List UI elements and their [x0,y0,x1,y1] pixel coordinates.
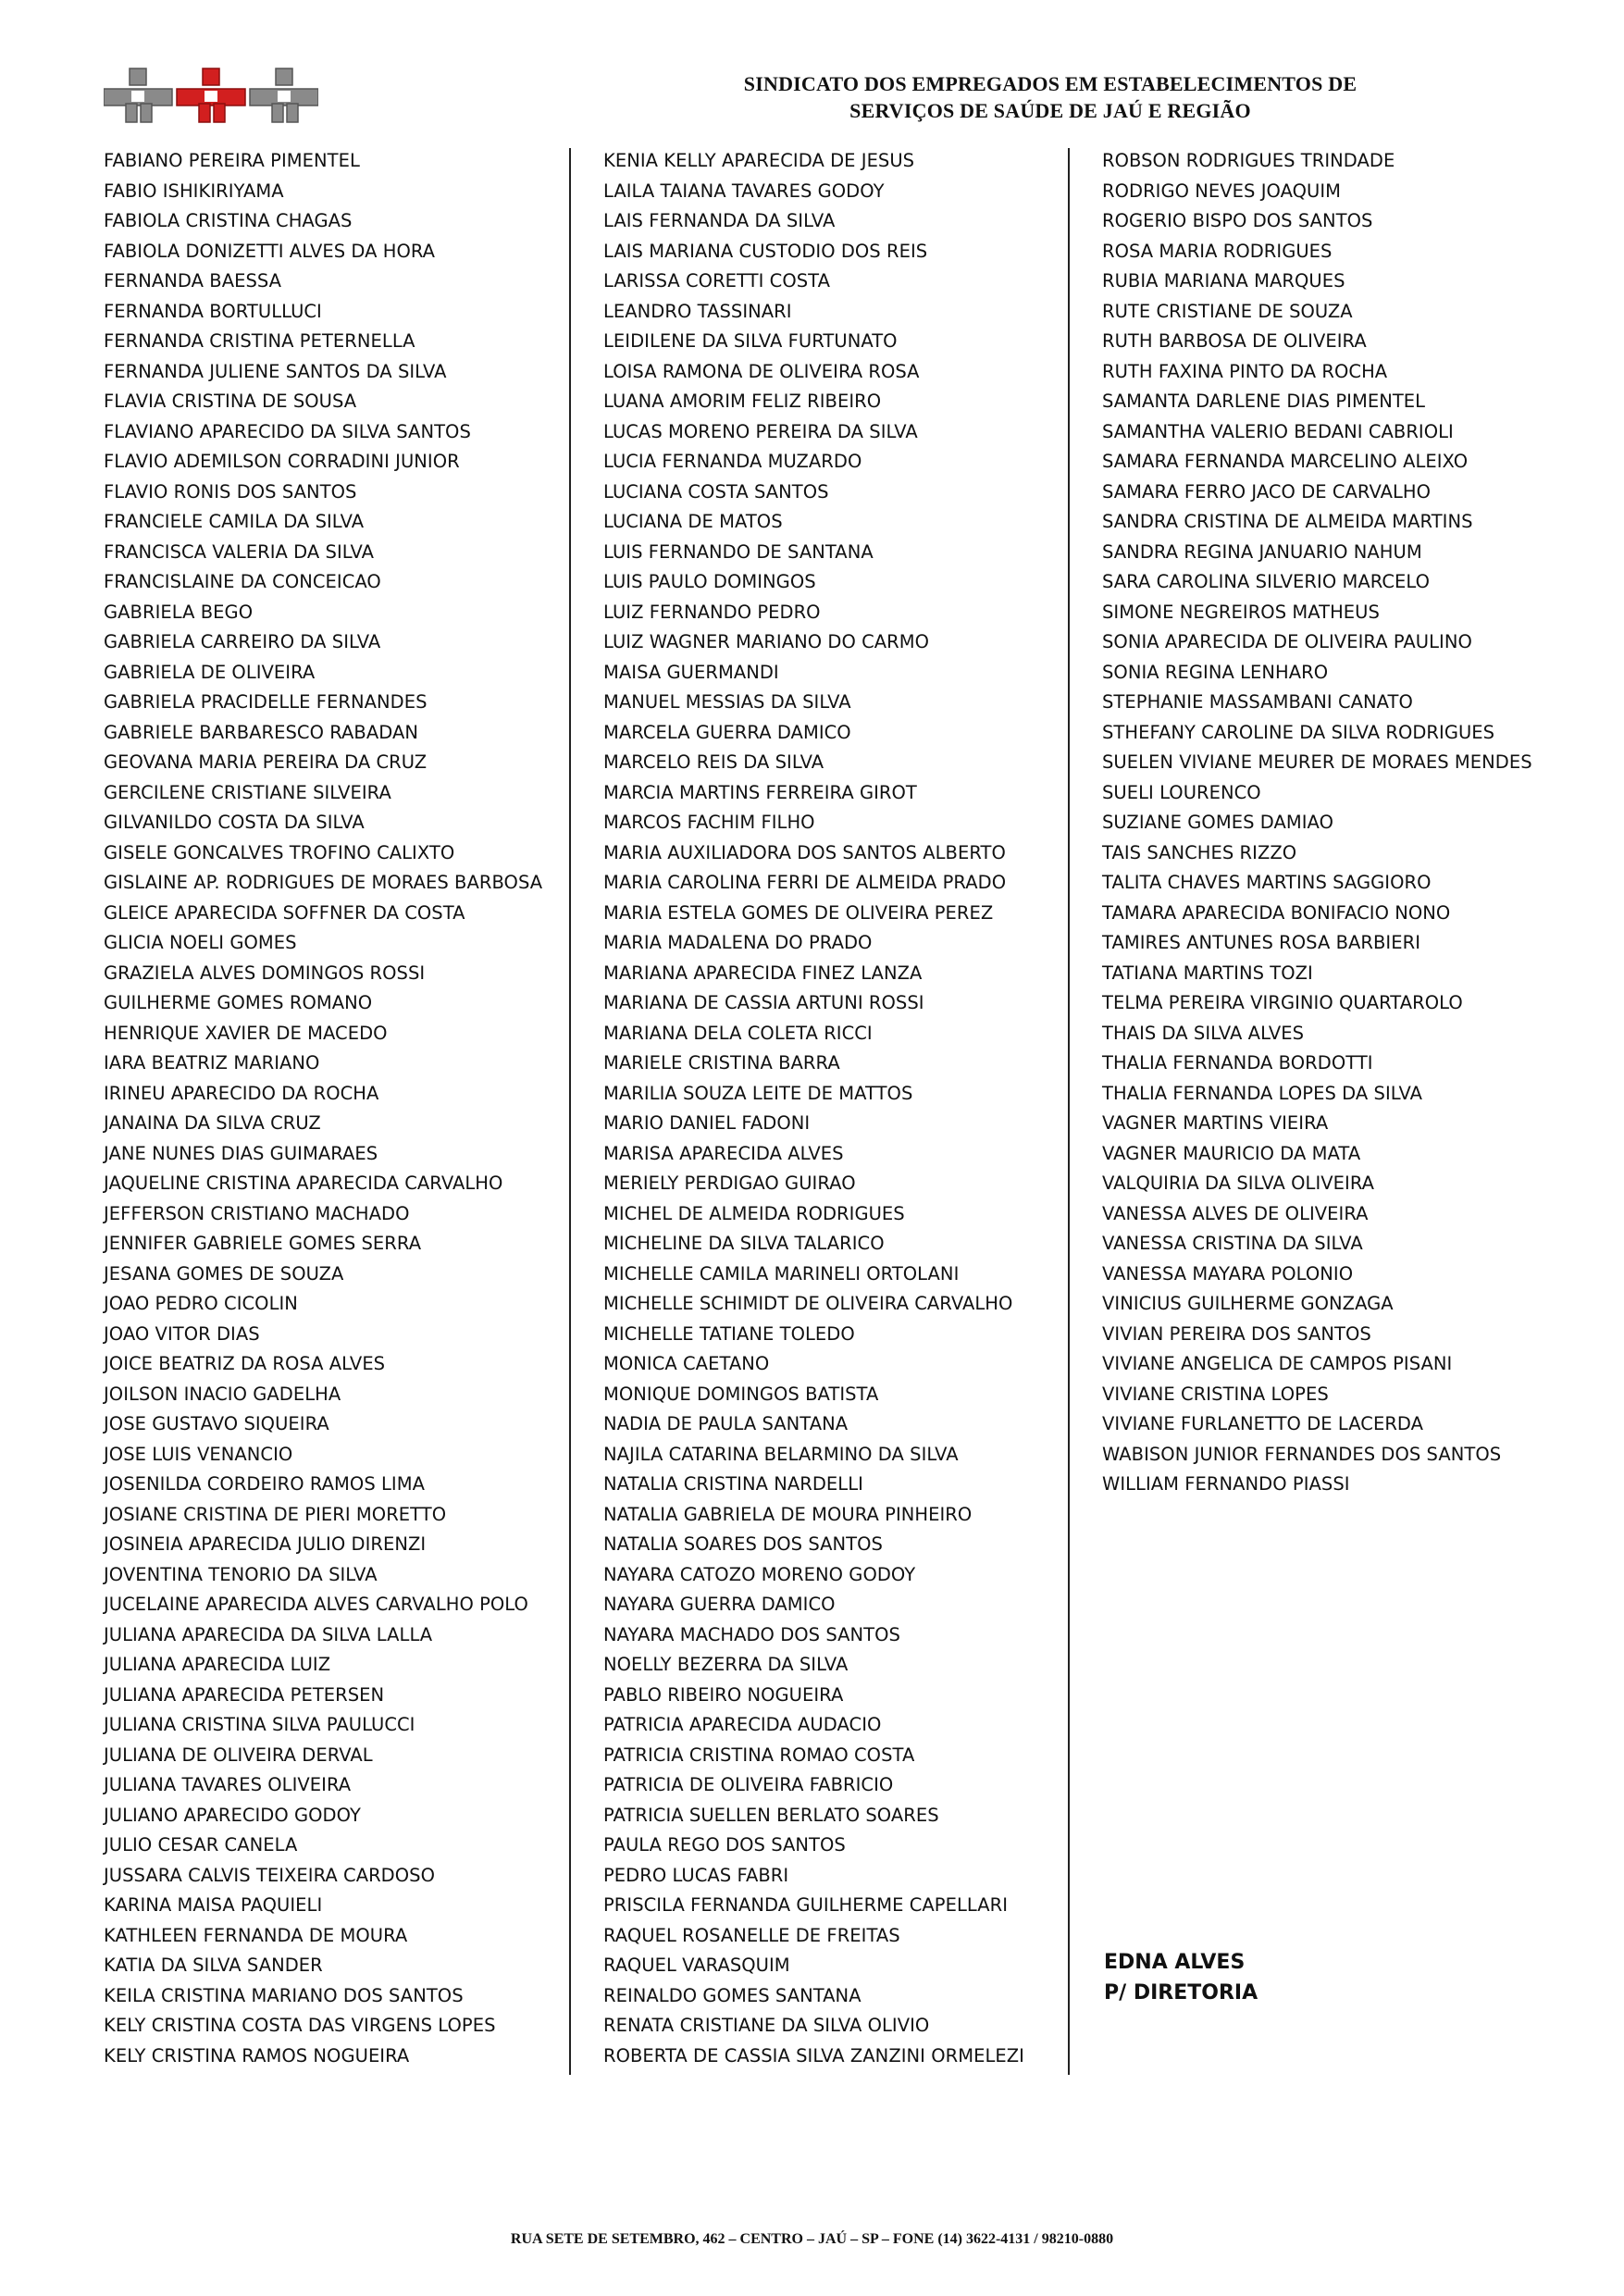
list-item: MAISA GUERMANDI [603,661,779,683]
list-item: GEOVANA MARIA PEREIRA DA CRUZ [104,751,428,773]
list-item: JULIO CESAR CANELA [104,1834,298,1855]
list-item: LOISA RAMONA DE OLIVEIRA ROSA [603,360,920,382]
list-item: LAIS FERNANDA DA SILVA [603,210,836,231]
list-item: JULIANA APARECIDA PETERSEN [104,1683,385,1706]
list-item: PATRICIA CRISTINA ROMAO COSTA [603,1744,915,1766]
list-item: GISLAINE AP. RODRIGUES DE MORAES BARBOSA [104,872,543,893]
list-item: MARIA MADALENA DO PRADO [603,932,873,953]
list-item: THALIA FERNANDA BORDOTTI [1102,1052,1373,1074]
list-item: VINICIUS GUILHERME GONZAGA [1102,1293,1394,1314]
list-item: GILVANILDO COSTA DA SILVA [104,812,365,833]
list-item: TAMIRES ANTUNES ROSA BARBIERI [1102,932,1420,953]
list-item: MANUEL MESSIAS DA SILVA [603,691,851,713]
list-item: LUIS PAULO DOMINGOS [603,571,816,592]
list-item: FLAVIO RONIS DOS SANTOS [104,480,357,503]
list-item: LUANA AMORIM FELIZ RIBEIRO [603,391,882,412]
list-item: FRANCISCA VALERIA DA SILVA [104,540,375,563]
list-item: TELMA PEREIRA VIRGINIO QUARTAROLO [1102,992,1463,1013]
list-item: TAIS SANCHES RIZZO [1102,841,1297,863]
list-item: FERNANDA BAESSA [104,270,282,292]
list-item: GUILHERME GOMES ROMANO [104,992,373,1013]
list-item: MARCOS FACHIM FILHO [603,812,815,833]
list-item: SIMONE NEGREIROS MATHEUS [1102,601,1380,623]
list-item: NADIA DE PAULA SANTANA [603,1413,849,1434]
list-item: SANDRA REGINA JANUARIO NAHUM [1102,540,1422,563]
list-item: SANDRA CRISTINA DE ALMEIDA MARTINS [1102,511,1473,532]
list-item: KATIA DA SILVA SANDER [104,1955,323,1976]
list-item: REINALDO GOMES SANTANA [603,1984,862,2006]
list-item: PATRICIA SUELLEN BERLATO SOARES [603,1804,939,1826]
list-item: MARIELE CRISTINA BARRA [603,1052,840,1074]
list-item: GABRIELA BEGO [104,601,254,623]
list-item: SAMANTA DARLENE DIAS PIMENTEL [1102,391,1426,412]
list-item: SARA CAROLINA SILVERIO MARCELO [1102,571,1431,592]
three-people-figures-logo-icon [104,67,318,124]
list-item: MICHEL DE ALMEIDA RODRIGUES [603,1202,905,1224]
list-item: MARIANA DE CASSIA ARTUNI ROSSI [603,992,924,1013]
header-line-1: SINDICATO DOS EMPREGADOS EM ESTABELECIMENTOS DE [743,72,1357,95]
list-item: RODRIGO NEVES JOAQUIM [1102,180,1342,202]
list-item: GABRIELA CARREIRO DA SILVA [104,631,381,652]
list-item: NAJILA CATARINA BELARMINO DA SILVA [603,1443,959,1465]
list-item: MICHELINE DA SILVA TALARICO [603,1233,885,1254]
list-item: FLAVIO ADEMILSON CORRADINI JUNIOR [104,451,460,472]
list-item: JOSE LUIS VENANCIO [104,1443,293,1465]
list-item: VAGNER MARTINS VIEIRA [1102,1112,1329,1134]
list-item: TATIANA MARTINS TOZI [1102,962,1313,984]
list-item: MARCELO REIS DA SILVA [603,751,824,773]
list-item: PEDRO LUCAS FABRI [603,1864,789,1886]
list-item: SAMARA FERRO JACO DE CARVALHO [1102,480,1432,503]
list-item: MICHELLE SCHIMIDT DE OLIVEIRA CARVALHO [603,1293,1013,1314]
list-item: RUTE CRISTIANE DE SOUZA [1102,300,1353,322]
list-item: RENATA CRISTIANE DA SILVA OLIVIO [603,2015,930,2036]
list-item: KENIA KELLY APARECIDA DE JESUS [603,150,915,171]
list-item: LEANDRO TASSINARI [603,300,792,322]
list-item: PAULA REGO DOS SANTOS [603,1834,846,1855]
signature-block [1104,1947,1258,2008]
list-item: JULIANO APARECIDO GODOY [104,1804,361,1826]
list-item: THALIA FERNANDA LOPES DA SILVA [1102,1082,1423,1104]
list-item: JULIANA APARECIDA LUIZ [104,1654,331,1675]
list-item: LEIDILENE DA SILVA FURTUNATO [603,330,898,352]
list-item: VANESSA MAYARA POLONIO [1102,1262,1354,1285]
list-item: RUTH FAXINA PINTO DA ROCHA [1102,360,1388,382]
list-item: FABIOLA CRISTINA CHAGAS [104,210,353,231]
list-item: JUCELAINE APARECIDA ALVES CARVALHO POLO [104,1594,528,1615]
list-item: JOICE BEATRIZ DA ROSA ALVES [104,1353,386,1374]
list-item: SAMANTHA VALERIO BEDANI CABRIOLI [1102,420,1454,442]
page-header [504,70,1596,124]
list-item: KELY CRISTINA COSTA DAS VIRGENS LOPES [104,2015,496,2036]
list-item: JANAINA DA SILVA CRUZ [104,1112,321,1134]
list-item: NOELLY BEZERRA DA SILVA [603,1654,849,1675]
list-item: JULIANA CRISTINA SILVA PAULUCCI [104,1714,415,1735]
list-item: JULIANA APARECIDA DA SILVA LALLA [104,1623,433,1645]
list-item: MARIA AUXILIADORA DOS SANTOS ALBERTO [603,841,1006,863]
list-item: JOSE GUSTAVO SIQUEIRA [104,1413,329,1434]
union-logo [104,67,318,124]
list-item: LUIZ FERNANDO PEDRO [603,601,821,623]
list-item: MARIO DANIEL FADONI [603,1112,811,1134]
list-item: LARISSA CORETTI COSTA [603,270,830,292]
list-item: TALITA CHAVES MARTINS SAGGIORO [1102,872,1432,893]
list-item: RUTH BARBOSA DE OLIVEIRA [1102,330,1367,352]
list-item: GABRIELA PRACIDELLE FERNANDES [104,691,428,713]
list-item: THAIS DA SILVA ALVES [1102,1022,1305,1044]
list-item: VIVIAN PEREIRA DOS SANTOS [1102,1322,1371,1345]
list-item: ROGERIO BISPO DOS SANTOS [1102,210,1373,231]
list-item: FERNANDA BORTULLUCI [104,300,322,322]
list-item: MICHELLE CAMILA MARINELI ORTOLANI [603,1262,960,1285]
list-item: VIVIANE CRISTINA LOPES [1102,1383,1329,1405]
list-item: JOAO VITOR DIAS [104,1322,260,1345]
list-item: LAILA TAIANA TAVARES GODOY [603,180,885,202]
list-item: MARIA ESTELA GOMES DE OLIVEIRA PEREZ [603,901,994,924]
list-item: SUELI LOURENCO [1102,781,1261,803]
list-item: MARILIA SOUZA LEITE DE MATTOS [603,1082,913,1104]
list-item: FRANCIELE CAMILA DA SILVA [104,511,365,532]
list-item: NATALIA GABRIELA DE MOURA PINHEIRO [603,1503,973,1525]
list-item: KATHLEEN FERNANDA DE MOURA [104,1924,408,1946]
list-item: RAQUEL ROSANELLE DE FREITAS [603,1924,900,1946]
list-item: LUCAS MORENO PEREIRA DA SILVA [603,420,918,442]
list-item: VIVIANE FURLANETTO DE LACERDA [1102,1413,1424,1434]
list-item: GABRIELE BARBARESCO RABADAN [104,721,418,743]
list-item: WABISON JUNIOR FERNANDES DOS SANTOS [1102,1443,1502,1465]
list-item: LUCIANA DE MATOS [603,511,783,532]
list-item: GERCILENE CRISTIANE SILVEIRA [104,781,391,803]
signature-role: P/ DIRETORIA [1104,1981,1258,2004]
names-column-3 [1102,146,1602,1500]
list-item: KARINA MAISA PAQUIELI [104,1894,323,1916]
list-item: JOSENILDA CORDEIRO RAMOS LIMA [104,1473,425,1495]
list-item: JOSINEIA APARECIDA JULIO DIRENZI [104,1533,427,1555]
list-item: VANESSA CRISTINA DA SILVA [1102,1233,1363,1254]
list-item: GABRIELA DE OLIVEIRA [104,661,316,683]
list-item: LAIS MARIANA CUSTODIO DOS REIS [603,240,928,262]
column-divider [1068,148,1070,2075]
list-item: FRANCISLAINE DA CONCEICAO [104,571,381,592]
list-item: ROBERTA DE CASSIA SILVA ZANZINI ORMELEZI [603,2044,1024,2066]
list-item: STHEFANY CAROLINE DA SILVA RODRIGUES [1102,721,1495,743]
list-item: PATRICIA DE OLIVEIRA FABRICIO [603,1774,894,1795]
list-item: VIVIANE ANGELICA DE CAMPOS PISANI [1102,1353,1453,1374]
list-item: MERIELY PERDIGAO GUIRAO [603,1173,856,1194]
list-item: ROBSON RODRIGUES TRINDADE [1102,150,1395,171]
list-item: FABIANO PEREIRA PIMENTEL [104,150,360,171]
column-divider [569,148,571,2075]
list-item: ROSA MARIA RODRIGUES [1102,240,1333,262]
names-column-2 [603,146,1066,2071]
list-item: MARCIA MARTINS FERREIRA GIROT [603,781,917,803]
list-item: FLAVIANO APARECIDO DA SILVA SANTOS [104,420,471,442]
list-item: JOSIANE CRISTINA DE PIERI MORETTO [104,1503,447,1525]
list-item: JULIANA TAVARES OLIVEIRA [104,1774,352,1795]
list-item: GRAZIELA ALVES DOMINGOS ROSSI [104,962,426,984]
list-item: GLEICE APARECIDA SOFFNER DA COSTA [104,901,465,924]
list-item: MARIANA APARECIDA FINEZ LANZA [603,962,923,984]
list-item: MARIA CAROLINA FERRI DE ALMEIDA PRADO [603,872,1007,893]
list-item: MARISA APARECIDA ALVES [603,1142,844,1164]
list-item: JULIANA DE OLIVEIRA DERVAL [104,1744,373,1766]
list-item: JOAO PEDRO CICOLIN [104,1293,298,1314]
list-item: JAQUELINE CRISTINA APARECIDA CARVALHO [104,1173,503,1194]
footer-address: RUA SETE DE SETEMBRO, 462 – CENTRO – JAÚ – SP – FONE (14) 3622-4131 / 98210-0880 [510,2231,1114,2247]
list-item: JEFFERSON CRISTIANO MACHADO [104,1202,410,1224]
list-item: NATALIA SOARES DOS SANTOS [603,1533,883,1555]
list-item: SAMARA FERNANDA MARCELINO ALEIXO [1102,451,1469,472]
list-item: JANE NUNES DIAS GUIMARAES [104,1142,378,1164]
list-item: SONIA REGINA LENHARO [1102,661,1329,683]
list-item: FLAVIA CRISTINA DE SOUSA [104,391,357,412]
list-item: MONIQUE DOMINGOS BATISTA [603,1383,879,1405]
list-item: TAMARA APARECIDA BONIFACIO NONO [1102,901,1451,924]
list-item: FERNANDA CRISTINA PETERNELLA [104,330,415,352]
list-item: SONIA APARECIDA DE OLIVEIRA PAULINO [1102,631,1472,652]
list-item: SUZIANE GOMES DAMIAO [1102,812,1333,833]
list-item: LUCIA FERNANDA MUZARDO [603,451,862,472]
list-item: PRISCILA FERNANDA GUILHERME CAPELLARI [603,1894,1009,1916]
list-item: PATRICIA APARECIDA AUDACIO [603,1714,882,1735]
list-item: MICHELLE TATIANE TOLEDO [603,1322,855,1345]
list-item: VANESSA ALVES DE OLIVEIRA [1102,1202,1369,1224]
list-item: FERNANDA JULIENE SANTOS DA SILVA [104,360,447,382]
list-item: LUCIANA COSTA SANTOS [603,480,829,503]
list-item: MARCELA GUERRA DAMICO [603,721,851,743]
names-column-1 [104,146,566,2071]
list-item: JOVENTINA TENORIO DA SILVA [104,1563,378,1585]
list-item: HENRIQUE XAVIER DE MACEDO [104,1022,388,1044]
list-item: JENNIFER GABRIELE GOMES SERRA [104,1233,422,1254]
list-item: KEILA CRISTINA MARIANO DOS SANTOS [104,1984,464,2006]
list-item: PABLO RIBEIRO NOGUEIRA [603,1683,844,1706]
list-item: FABIO ISHIKIRIYAMA [104,180,284,202]
list-item: JUSSARA CALVIS TEIXEIRA CARDOSO [104,1864,435,1886]
list-item: KELY CRISTINA RAMOS NOGUEIRA [104,2044,410,2066]
list-item: LUIS FERNANDO DE SANTANA [603,540,874,563]
list-item: NAYARA MACHADO DOS SANTOS [603,1623,900,1645]
header-line-2: SERVIÇOS DE SAÚDE DE JAÚ E REGIÃO [849,99,1251,122]
list-item: IARA BEATRIZ MARIANO [104,1052,320,1074]
signature-name: EDNA ALVES [1104,1951,1246,1974]
list-item: MARIANA DELA COLETA RICCI [603,1022,873,1044]
list-item: GISELE GONCALVES TROFINO CALIXTO [104,841,455,863]
list-item: GLICIA NOELI GOMES [104,932,297,953]
list-item: VAGNER MAURICIO DA MATA [1102,1142,1361,1164]
list-item: VALQUIRIA DA SILVA OLIVEIRA [1102,1173,1375,1194]
list-item: RAQUEL VARASQUIM [603,1955,790,1976]
list-item: NAYARA GUERRA DAMICO [603,1594,836,1615]
list-item: LUIZ WAGNER MARIANO DO CARMO [603,631,930,652]
list-item: NAYARA CATOZO MORENO GODOY [603,1563,916,1585]
list-item: JOILSON INACIO GADELHA [104,1383,341,1405]
list-item: JESANA GOMES DE SOUZA [104,1262,344,1285]
list-item: WILLIAM FERNANDO PIASSI [1102,1473,1350,1495]
list-item: MONICA CAETANO [603,1353,770,1374]
list-item: IRINEU APARECIDO DA ROCHA [104,1082,379,1104]
list-item: NATALIA CRISTINA NARDELLI [603,1473,863,1495]
list-item: RUBIA MARIANA MARQUES [1102,270,1345,292]
list-item: SUELEN VIVIANE MEURER DE MORAES MENDES [1102,751,1532,773]
list-item: STEPHANIE MASSAMBANI CANATO [1102,691,1413,713]
list-item: FABIOLA DONIZETTI ALVES DA HORA [104,240,436,262]
